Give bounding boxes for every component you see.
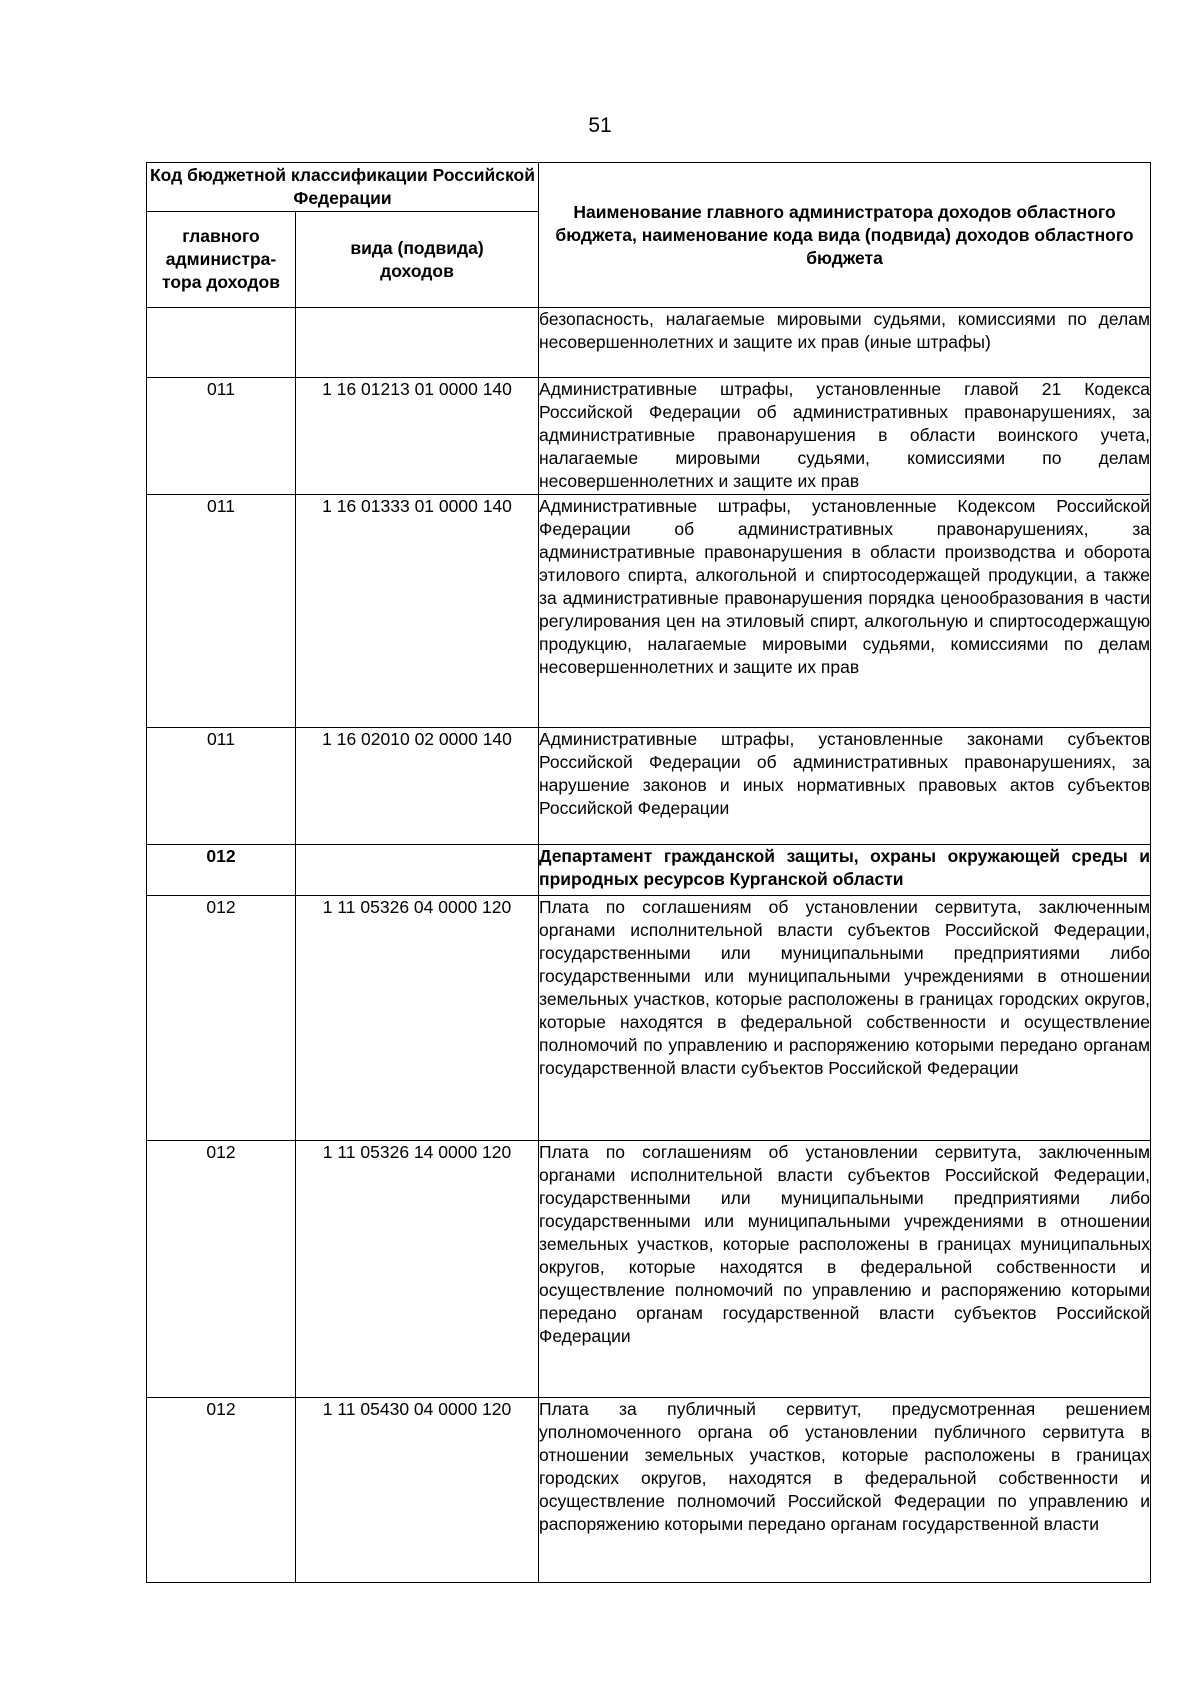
admin-code-cell: 011 bbox=[147, 495, 296, 728]
income-name-cell: Плата по соглашениям об установлении сервитута, заключенным органами исполнительной власти субъектов Российской Федерации, государственными или муниципальными предприятиями либо государственными или муниципальными учреждениями в отношении земельных участков, которые расположены в границах муниципальных округов, которые находятся в федеральной собственности и осуществление полномочий по управлению и распоряжению которыми передано органам государственной власти субъектов Российской Федерации bbox=[539, 1141, 1151, 1398]
income-name-cell: Административные штрафы, установленные законами субъектов Российской Федерации об административных правонарушениях, за нарушение законов и иных нормативных правовых актов субъектов Российской Федерации bbox=[539, 728, 1151, 845]
admin-code-cell bbox=[147, 308, 296, 378]
income-code-cell: 1 11 05326 14 0000 120 bbox=[296, 1141, 539, 1398]
table-row bbox=[147, 378, 1151, 495]
admin-code-cell: 011 bbox=[147, 728, 296, 845]
table-row bbox=[147, 896, 1151, 1141]
income-code-cell: 1 16 01213 01 0000 140 bbox=[296, 378, 539, 495]
table-row bbox=[147, 308, 1151, 378]
income-name-cell: безопасность, налагаемые мировыми судьями, комиссиями по делам несовершеннолетних и защите их прав (иные штрафы) bbox=[539, 308, 1151, 378]
income-name-cell: Плата за публичный сервитут, предусмотренная решением уполномоченного органа об установлении публичного сервитута в отношении земельных участков, которые расположены в границах городских округов, находятся в федеральной собственности и осуществление полномочий Российской Федерации по управлению и распоряжению которыми передано органам государственной власти bbox=[539, 1398, 1151, 1583]
page-number: 51 bbox=[588, 114, 612, 137]
department-row bbox=[147, 845, 1151, 896]
income-code-cell: 1 11 05430 04 0000 120 bbox=[296, 1398, 539, 1583]
table-row bbox=[147, 728, 1151, 845]
admin-code-cell: 012 bbox=[147, 1398, 296, 1583]
income-name-cell: Административные штрафы, установленные Кодексом Российской Федерации об административных правонарушениях, за административные правонарушения в области производства и оборота этилового спирта, алкогольной и спиртосодержащей продукции, а также за административные правонарушения порядка ценообразования в части регулирования цен на этиловый спирт, алкогольную и спиртосодержащую продукцию, налагаемые мировыми судьями, комиссиями по делам несовершеннолетних и защите их прав bbox=[539, 495, 1151, 728]
income-code-cell bbox=[296, 308, 539, 378]
department-name-cell: Департамент гражданской защиты, охраны окружающей среды и природных ресурсов Курганской области bbox=[539, 845, 1151, 896]
income-code-cell bbox=[296, 845, 539, 896]
budget-classification-table bbox=[146, 162, 1151, 1583]
admin-code-cell: 011 bbox=[147, 378, 296, 495]
table-row bbox=[147, 1398, 1151, 1583]
table-row bbox=[147, 495, 1151, 728]
admin-code-cell: 012 bbox=[147, 1141, 296, 1398]
header-name-column: Наименование главного администратора доходов областного бюджета, наименование кода вида (подвида) доходов областного бюджета bbox=[539, 163, 1151, 308]
income-name-cell: Административные штрафы, установленные главой 21 Кодекса Российской Федерации об административных правонарушениях, за административные правонарушения в области воинского учета, налагаемые мировыми судьями, комиссиями по делам несовершеннолетних и защите их прав bbox=[539, 378, 1151, 495]
admin-code-cell: 012 bbox=[147, 896, 296, 1141]
income-code-cell: 1 16 02010 02 0000 140 bbox=[296, 728, 539, 845]
table-row bbox=[147, 1141, 1151, 1398]
header-classification-code: Код бюджетной классификации Российской Федерации bbox=[147, 163, 539, 212]
header-admin-column: главного администра-тора доходов bbox=[147, 212, 296, 308]
admin-code-cell: 012 bbox=[147, 845, 296, 896]
income-name-cell: Плата по соглашениям об установлении сервитута, заключенным органами исполнительной власти субъектов Российской Федерации, государственными или муниципальными предприятиями либо государственными или муниципальными учреждениями в отношении земельных участков, которые расположены в границах городских округов, которые находятся в федеральной собственности и осуществление полномочий по управлению и распоряжению которыми передано органам государственной власти субъектов Российской Федерации bbox=[539, 896, 1151, 1141]
income-code-cell: 1 16 01333 01 0000 140 bbox=[296, 495, 539, 728]
header-code-column: вида (подвида) доходов bbox=[296, 212, 539, 308]
income-code-cell: 1 11 05326 04 0000 120 bbox=[296, 896, 539, 1141]
